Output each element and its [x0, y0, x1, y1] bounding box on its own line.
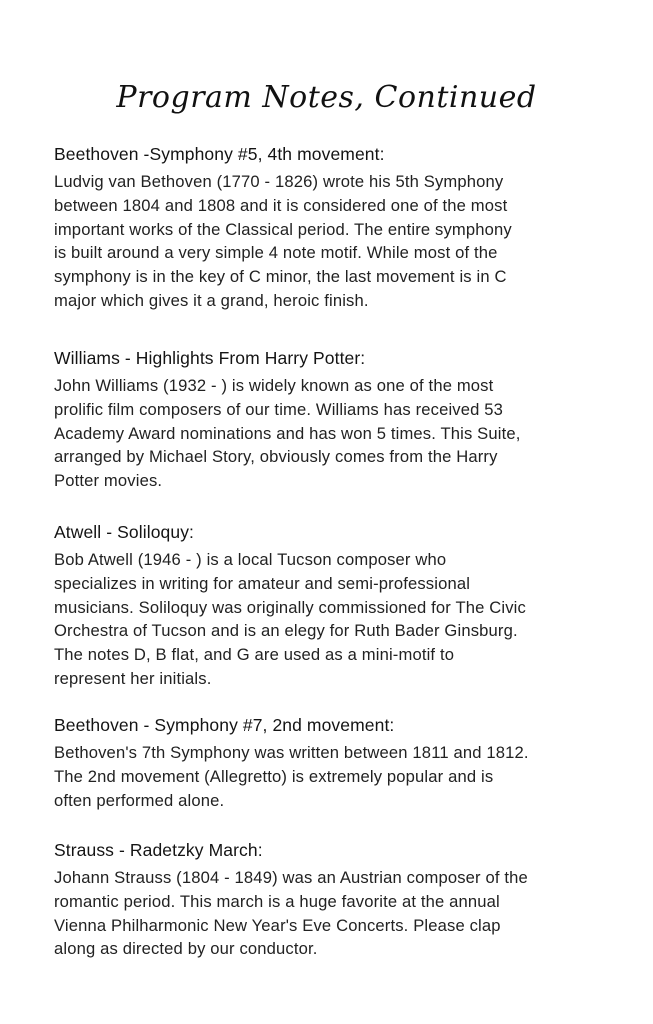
paragraph-line: along as directed by our conductor. — [54, 939, 318, 959]
paragraph-line: important works of the Classical period. The entire symphony — [54, 219, 512, 239]
paragraph-line: The notes D, B flat, and G are used as a mini-motif to — [54, 645, 455, 665]
paragraph-line: prolific film composers of our time. Williams has received 53 — [54, 399, 504, 419]
paragraph-line: arranged by Michael Story, obviously comes from the Harry — [54, 447, 498, 467]
section-paragraph — [54, 548, 599, 691]
paragraph-line: often performed alone. — [54, 790, 225, 810]
section-paragraph — [54, 741, 599, 812]
section-paragraph — [54, 866, 599, 961]
section-paragraph — [54, 170, 599, 313]
paragraph-line: The 2nd movement (Allegretto) is extremely popular and is — [54, 766, 494, 786]
paragraph-line: Orchestra of Tucson and is an elegy for Ruth Bader Ginsburg. — [54, 621, 518, 641]
section-heading: Beethoven - Symphony #7, 2nd movement: — [54, 715, 395, 735]
paragraph-line: Bethoven's 7th Symphony was written between 1811 and 1812. — [54, 743, 529, 762]
paragraph-line: major which gives it a grand, heroic finish. — [54, 290, 369, 310]
section-heading: Atwell - Soliloquy: — [54, 522, 195, 542]
page-title: Program Notes, Continued — [116, 80, 537, 115]
paragraph-line: represent her initials. — [54, 668, 212, 688]
paragraph-line: Bob Atwell (1946 - ) is a local Tucson composer who — [54, 550, 447, 569]
paragraph-line: symphony is in the key of C minor, the last movement is in C — [54, 267, 507, 287]
note-section-williams — [54, 348, 599, 493]
note-section-beethoven-7 — [54, 715, 599, 812]
paragraph-line: Vienna Philharmonic New Year's Eve Concerts. Please clap — [54, 915, 501, 935]
paragraph-line: is built around a very simple 4 note motif. While most of the — [54, 243, 498, 263]
note-section-strauss — [54, 840, 599, 961]
paragraph-line: Johann Strauss (1804 - 1849) was an Austrian composer of the — [54, 868, 528, 887]
paragraph-line: romantic period. This march is a huge favorite at the annual — [54, 891, 500, 911]
section-heading: Beethoven -Symphony #5, 4th movement: — [54, 144, 385, 164]
paragraph-line: Potter movies. — [54, 471, 163, 491]
note-section-atwell — [54, 522, 599, 691]
section-heading: Williams - Highlights From Harry Potter: — [54, 348, 366, 368]
paragraph-line: between 1804 and 1808 and it is considered one of the most — [54, 195, 508, 215]
section-paragraph — [54, 374, 599, 493]
section-heading: Strauss - Radetzky March: — [54, 840, 263, 860]
paragraph-line: Ludvig van Bethoven (1770 - 1826) wrote his 5th Symphony — [54, 172, 504, 191]
note-section-beethoven-5 — [54, 144, 599, 313]
paragraph-line: musicians. Soliloquy was originally commissioned for The Civic — [54, 597, 526, 617]
paragraph-line: John Williams (1932 - ) is widely known as one of the most — [54, 376, 494, 395]
paragraph-line: Academy Award nominations and has won 5 times. This Suite, — [54, 423, 521, 443]
paragraph-line: specializes in writing for amateur and semi-professional — [54, 573, 471, 593]
